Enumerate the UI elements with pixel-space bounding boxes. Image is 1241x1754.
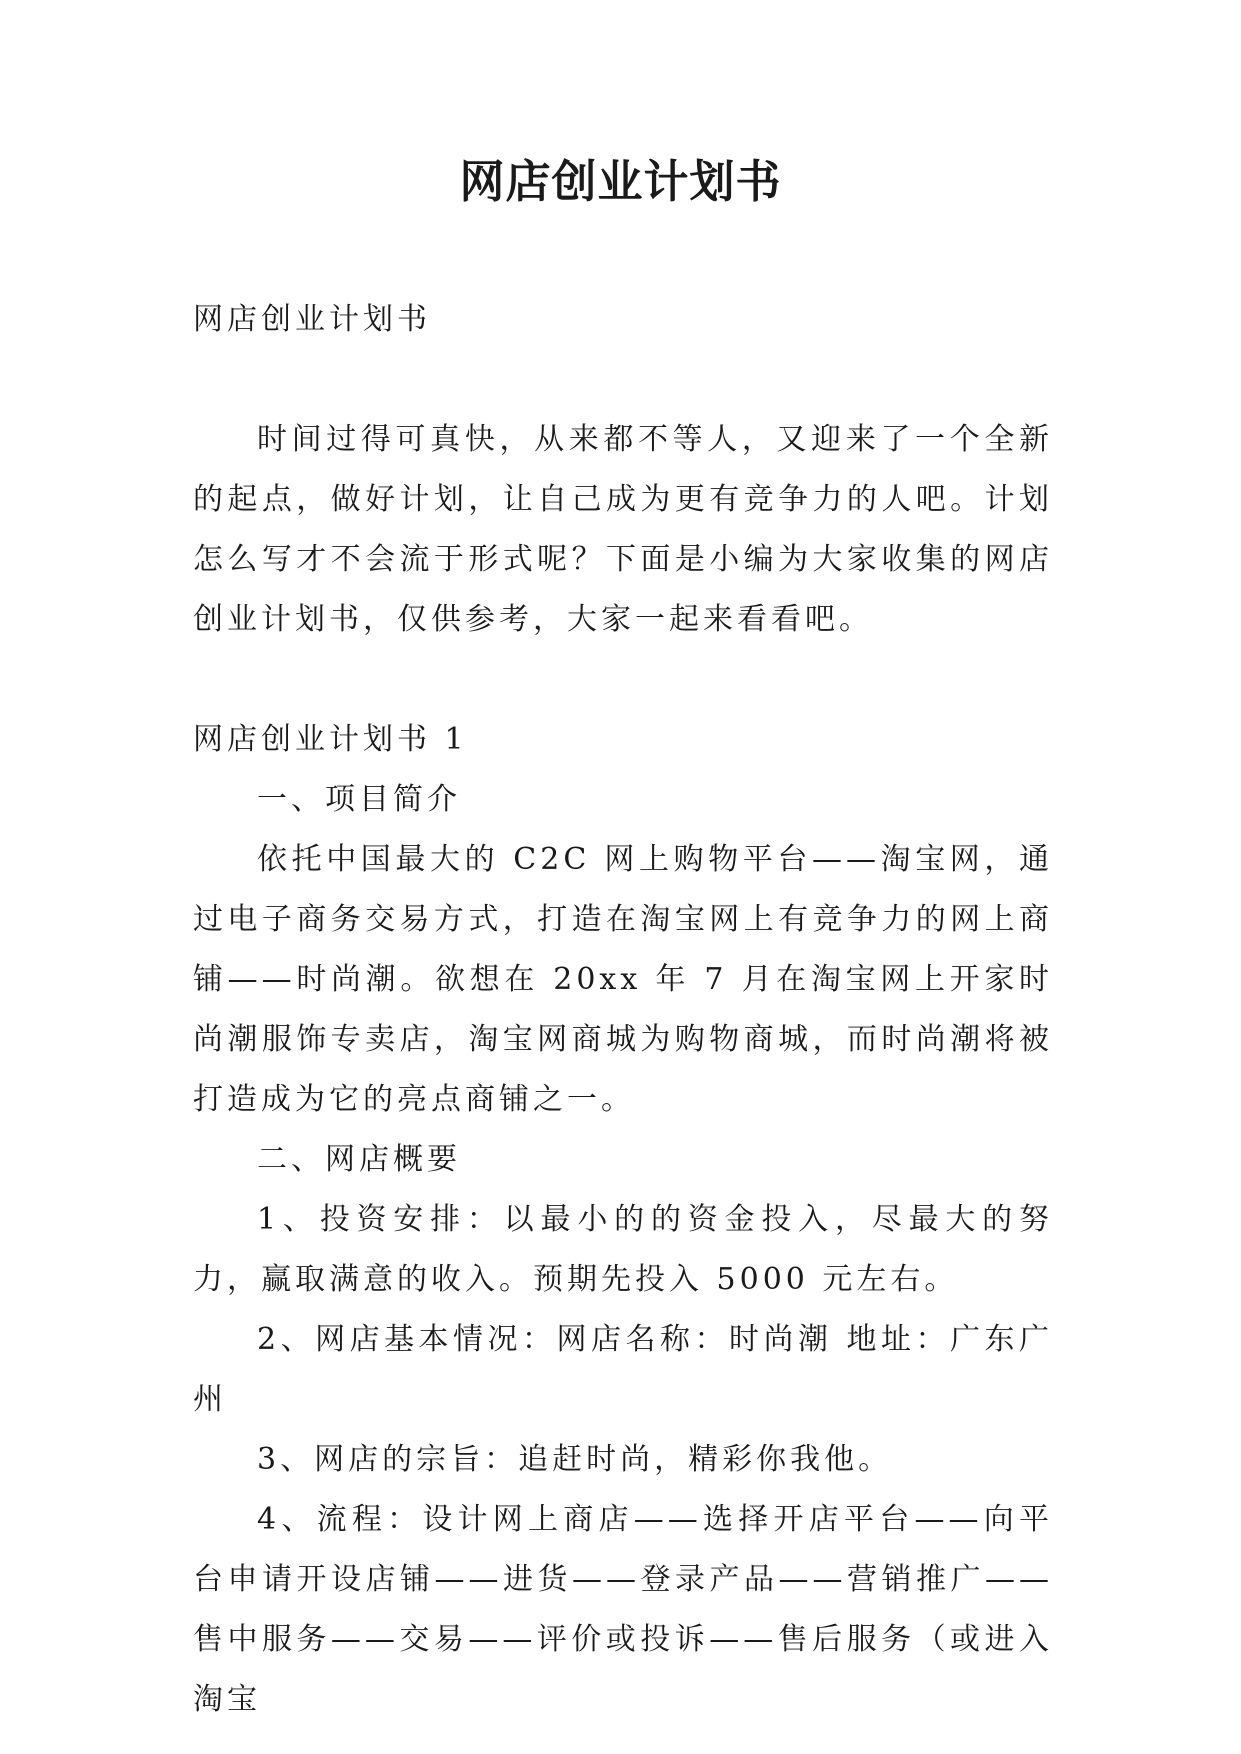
document-body <box>193 290 1053 1730</box>
document-subtitle: 网店创业计划书 <box>193 302 431 337</box>
heading-shop-overview: 二、网店概要 <box>257 1142 461 1177</box>
document-title: 网店创业计划书 <box>459 155 782 208</box>
list-item: 1、投资安排：以最小的的资金投入，尽最大的努力，赢取满意的收入。预期先投入 5000 元左右。 <box>193 1202 1053 1297</box>
list-item: 2、网店基本情况：网店名称：时尚潮 地址：广东广州 <box>193 1322 1053 1417</box>
intro-paragraph: 时间过得可真快，从来都不等人，又迎来了一个全新的起点，做好计划，让自己成为更有竞争力的人吧。计划怎么写才不会流于形式呢？下面是小编为大家收集的网店创业计划书，仅供参考，大家一起来看看吧。 <box>193 422 1053 637</box>
list-item: 4、流程：设计网上商店——选择开店平台——向平台申请开设店铺——进货——登录产品——营销推广——售中服务——交易——评价或投诉——售后服务（或进入淘宝 <box>193 1502 1053 1717</box>
section-title: 网店创业计划书 1 <box>193 722 468 757</box>
project-paragraph: 依托中国最大的 C2C 网上购物平台——淘宝网，通过电子商务交易方式，打造在淘宝网上有竞争力的网上商铺——时尚潮。欲想在 20xx 年 7 月在淘宝网上开家时尚潮服饰专卖店，淘宝网商城为购物商城，而时尚潮将被打造成为它的亮点商铺之一。 <box>193 842 1053 1117</box>
heading-project-intro: 一、项目简介 <box>257 782 461 817</box>
list-item: 3、网店的宗旨：追赶时尚，精彩你我他。 <box>257 1442 893 1477</box>
